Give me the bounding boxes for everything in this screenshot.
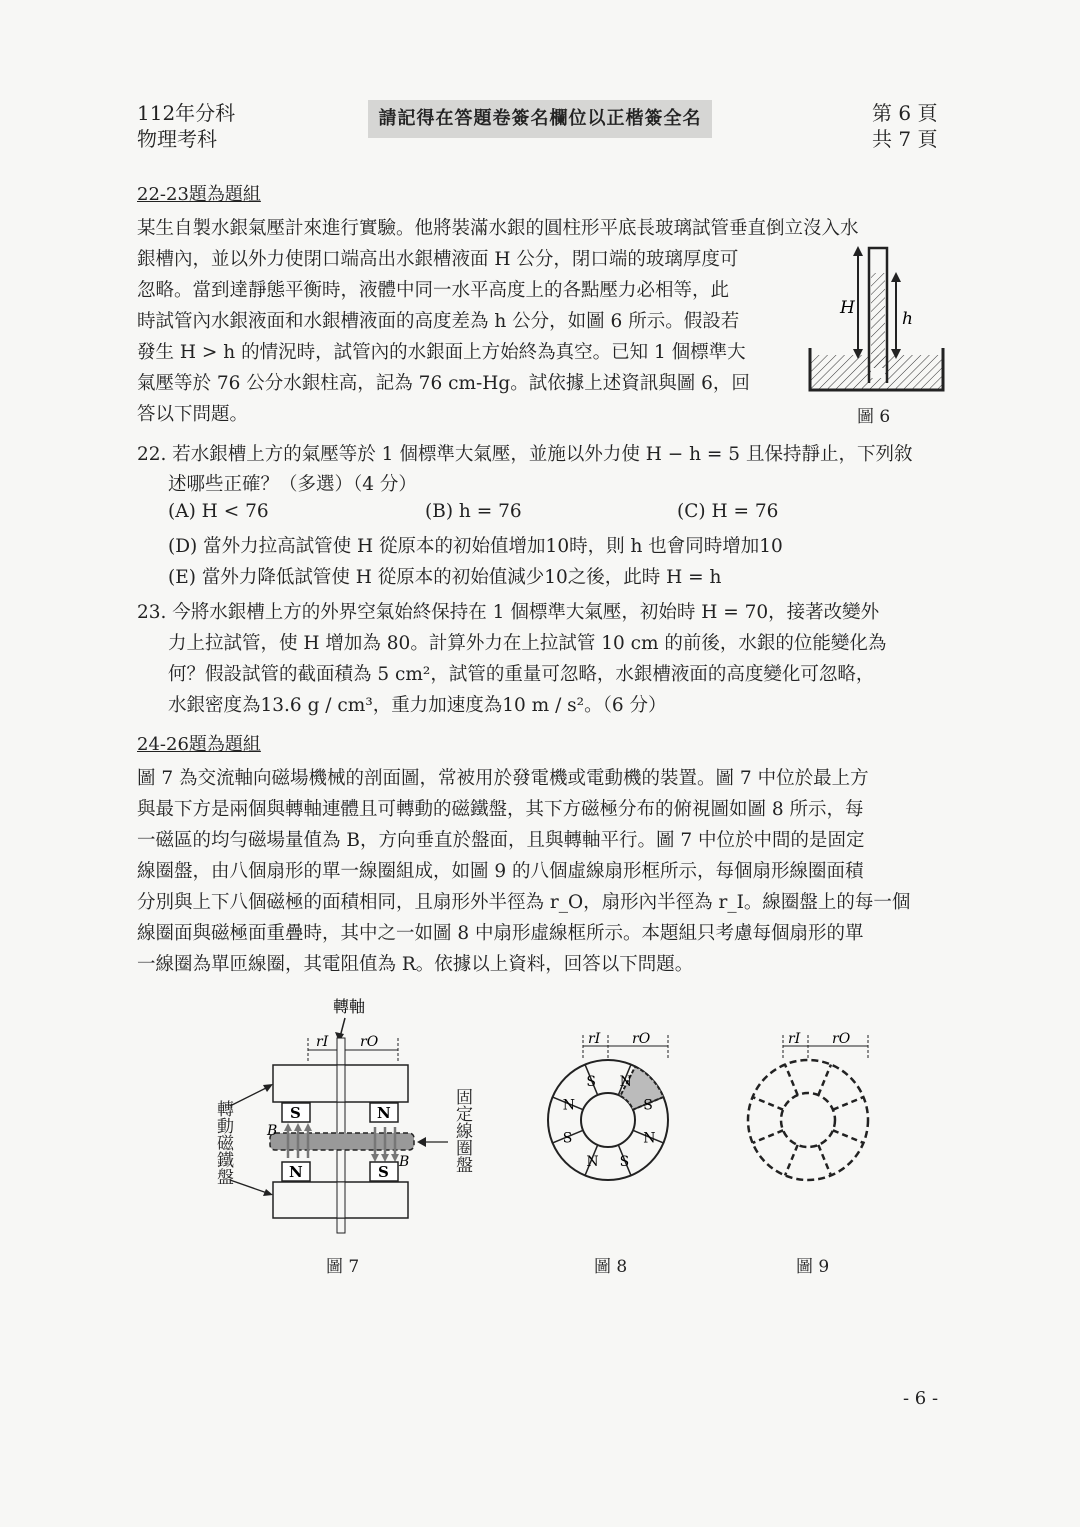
group-title-22-23: 22-23題為題組 [137, 184, 261, 205]
figure-7-cross-section [200, 990, 490, 1240]
label-H: H [840, 298, 855, 318]
page-number: 第 6 頁 [872, 101, 938, 125]
label-B: B [399, 1154, 410, 1170]
q22-stem: 述哪些正確？（多選）（4 分） [168, 474, 417, 495]
label-rI: rI [316, 1034, 329, 1050]
q22-option-e: (E) 當外力降低試管使 H 從原本的初始值減少10之後，此時 H = h [168, 567, 722, 588]
intro-line: 圖 7 為交流軸向磁場機械的剖面圖，常被用於發電機或電動機的裝置。圖 7 中位於最上方 [137, 768, 869, 789]
intro-line: 忽略。當到達靜態平衡時，液體中同一水平高度上的各點壓力必相等，此 [137, 280, 730, 301]
label-rO: rO [632, 1031, 651, 1047]
group-title-24-26: 24-26題為題組 [137, 734, 261, 755]
pole-label: S [643, 1097, 653, 1114]
intro-line: 銀槽內，並以外力使閉口端高出水銀槽液面 H 公分，閉口端的玻璃厚度可 [137, 249, 739, 270]
magnet-pole: N [289, 1163, 303, 1181]
sign-reminder-banner: 請記得在答題卷簽名欄位以正楷簽全名 [368, 100, 712, 138]
magnet-pole: S [290, 1104, 301, 1122]
pole-label: N [586, 1154, 599, 1171]
intro-line: 一磁區的均勻磁場量值為 B，方向垂直於盤面，且與轉軸平行。圖 7 中位於中間的是固定 [137, 830, 865, 851]
coil-sector-divider [785, 1145, 798, 1175]
label-rI: rI [588, 1031, 601, 1047]
pole-label: S [586, 1073, 596, 1090]
q22-option-c: (C) H = 76 [677, 501, 779, 522]
intro-line: 線圈盤，由八個扇形的單一線圈組成，如圖 9 的八個虛線扇形框所示，每個扇形線圈面積 [137, 861, 864, 882]
mercury-column [871, 273, 885, 378]
pole-label: S [562, 1130, 573, 1147]
q23-line: 水銀密度為13.6 g / cm³，重力加速度為10 m / s²。（6 分） [168, 695, 667, 716]
magnet-pole: N [377, 1104, 391, 1122]
coil-sector-divider [833, 1130, 863, 1143]
intro-line: 發生 H > h 的情況時，試管內的水銀面上方始終為真空。已知 1 個標準大 [137, 342, 746, 363]
pole-label: N [643, 1130, 656, 1147]
outer-dashed-ring [748, 1060, 868, 1180]
figure-9-coil-sectors [740, 1030, 880, 1190]
page-footer: - 6 - [903, 1388, 939, 1409]
magnet-pole: S [378, 1163, 389, 1181]
figure-6-barometer [800, 238, 950, 398]
axis-label: 轉軸 [333, 997, 366, 1016]
label-h: h [902, 309, 913, 329]
figure-6-caption: 圖 6 [857, 407, 891, 427]
figure-7-caption: 圖 7 [326, 1257, 360, 1277]
page-total: 共 7 頁 [872, 127, 938, 151]
coil-sector-divider [753, 1130, 783, 1143]
inner-dashed-ring [781, 1093, 835, 1147]
intro-line: 某生自製水銀氣壓計來進行實驗。他將裝滿水銀的圓柱形平底長玻璃試管垂直倒立沒入水 [137, 218, 859, 239]
subject-year: 112年分科 [137, 101, 236, 125]
intro-line: 與最下方是兩個與轉軸連體且可轉動的磁鐵盤，其下方磁極分布的俯視圖如圖 8 所示，每 [137, 799, 864, 820]
q23-line: 何？假設試管的截面積為 5 cm²，試管的重量可忽略，水銀槽液面的高度變化可忽略， [168, 664, 875, 685]
pole-label: N [562, 1097, 576, 1114]
coil-sector-divider [753, 1097, 783, 1110]
coil-sector-divider [818, 1065, 831, 1095]
label-rO: rO [360, 1034, 379, 1050]
label-rI: rI [788, 1031, 801, 1047]
q22-option-a: (A) H < 76 [168, 501, 269, 522]
intro-line: 線圈面與磁極面重疊時，其中之一如圖 8 中扇形虛線框所示。本題組只考慮每個扇形的單 [137, 923, 864, 944]
intro-line: 一線圈為單匝線圈，其電阻值為 R。依據以上資料，回答以下問題。 [137, 954, 694, 975]
subject-name: 物理考科 [137, 127, 217, 151]
q22-option-d: (D) 當外力拉高試管使 H 從原本的初始值增加10時，則 h 也會同時增加10 [168, 536, 783, 557]
figure-9-caption: 圖 9 [796, 1257, 830, 1277]
pole-label: N [619, 1073, 632, 1090]
pole-label: S [619, 1154, 630, 1171]
intro-line: 分別與上下八個磁極的面積相同，且扇形外半徑為 r_O，扇形內半徑為 r_I。線圈盤上的每一個 [137, 892, 911, 913]
coil-sector-divider [785, 1065, 798, 1095]
q23-line: 23. 今將水銀槽上方的外界空氣始終保持在 1 個標準大氣壓，初始時 H = 70，接著改變外 [137, 602, 880, 623]
coil-sector-divider [833, 1097, 863, 1110]
figure-8-caption: 圖 8 [594, 1257, 628, 1277]
q23-line: 力上拉試管，使 H 增加為 80。計算外力在上拉試管 10 cm 的前後，水銀的位能變化為 [168, 633, 887, 654]
label-rO: rO [832, 1031, 851, 1047]
stator-coil-disc [270, 1133, 414, 1150]
coil-sector-divider [818, 1145, 831, 1175]
q22-stem: 22. 若水銀槽上方的氣壓等於 1 個標準大氣壓，並施以外力使 H − h = 5 且保持靜止，下列敘 [137, 444, 913, 465]
intro-line: 氣壓等於 76 公分水銀柱高，記為 76 cm-Hg。試依據上述資訊與圖 6，回 [137, 373, 750, 394]
intro-line: 答以下問題。 [137, 404, 249, 425]
intro-line: 時試管內水銀液面和水銀槽液面的高度差為 h 公分，如圖 6 所示。假設若 [137, 311, 740, 332]
stator-label: 固定線圈盤 [452, 1088, 472, 1173]
q22-option-b: (B) h = 76 [425, 501, 522, 522]
figure-8-magnet-poles [540, 1030, 680, 1190]
label-B: B [267, 1123, 278, 1139]
rotor-label: 轉動磁鐵盤 [213, 1100, 233, 1185]
